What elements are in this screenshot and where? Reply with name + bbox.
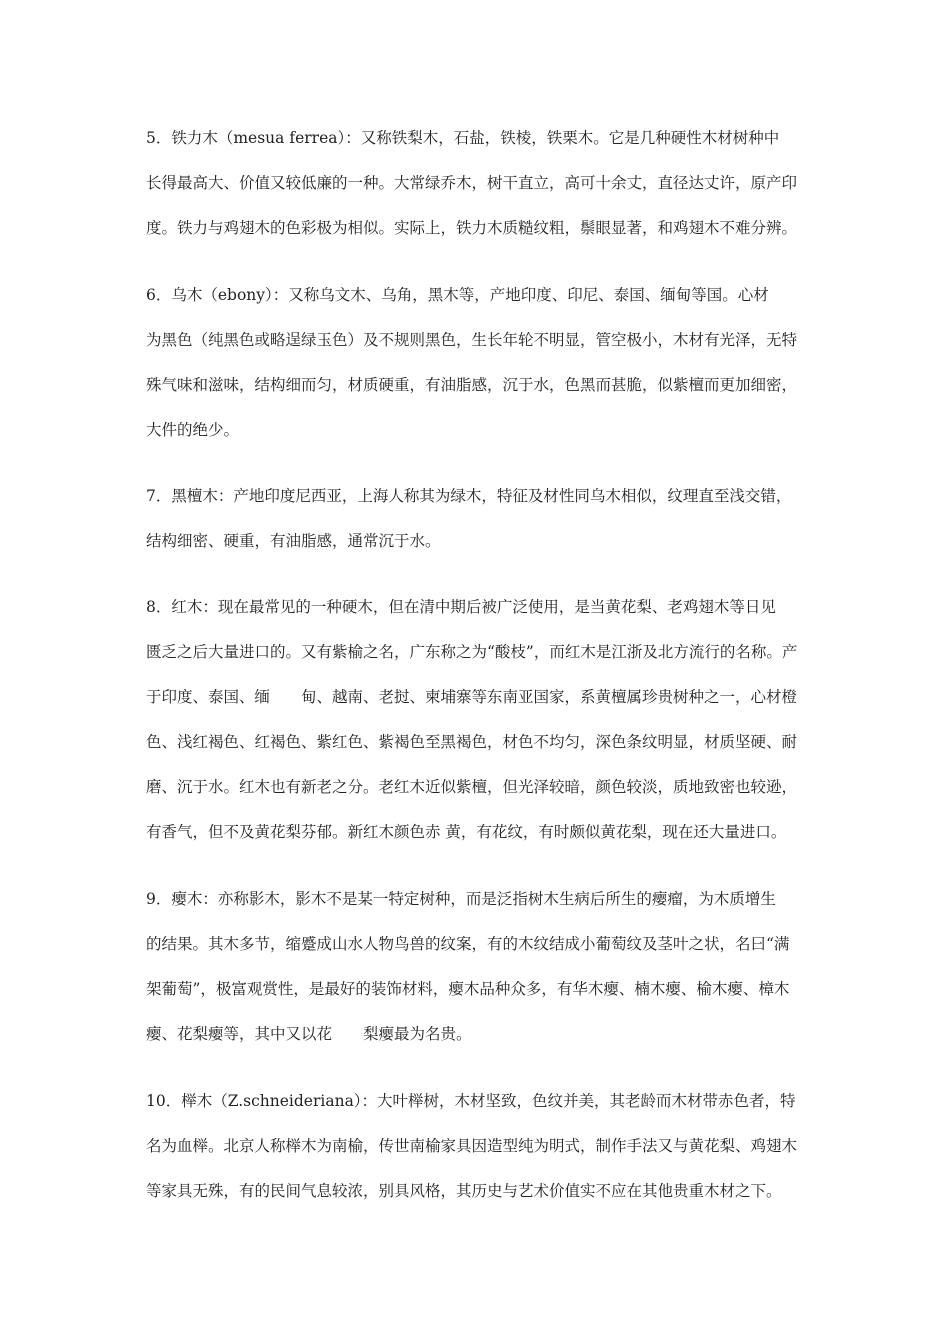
paragraph-hongmu	[146, 585, 810, 855]
text-line: 10．榉木（Z.schneideriana）：大叶榉树，木材坚致，色纹并美，其老龄而木材带赤色者，特	[146, 1092, 796, 1110]
text-line: 大件的绝少。	[146, 421, 240, 439]
text-line: 为黑色（纯黑色或略逞绿玉色）及不规则黑色，生长年轮不明显，管空极小，木材有光泽，无特	[146, 331, 798, 349]
text-line: 架葡萄”，极富观赏性，是最好的装饰材料，瘿木品种众多，有华木瘿、楠木瘿、榆木瘿、樟木	[146, 980, 790, 998]
text-line: 殊气味和滋味，结构细而匀，材质硬重，有油脂感，沉于水，色黑而甚脆，似紫檀而更加细密，	[146, 376, 798, 394]
text-line: 5．铁力木（mesua ferrea）：又称铁梨木，石盐，铁棱，铁栗木。它是几种硬性木材树种中	[146, 129, 780, 147]
paragraph-heitanmu	[146, 474, 810, 564]
text-line: 瘿、花梨瘿等，其中又以花 梨瘿最为名贵。	[146, 1025, 472, 1043]
paragraph-tielimu	[146, 116, 810, 251]
text-line: 9．瘿木：亦称影木，影木不是某一特定树种，而是泛指树木生病后所生的瘿瘤，为木质增生	[146, 890, 776, 908]
text-line: 长得最高大、价值又较低廉的一种。大常绿乔木，树干直立，高可十余丈，直径达丈许，原产印	[146, 174, 798, 192]
text-line: 等家具无殊，有的民间气息较浓，别具风格，其历史与艺术价值实不应在其他贵重木材之下。	[146, 1182, 782, 1200]
text-line: 度。铁力与鸡翅木的色彩极为相似。实际上，铁力木质糙纹粗，鬃眼显著，和鸡翅木不难分辨。	[146, 219, 798, 237]
paragraph-yingmu	[146, 877, 810, 1057]
paragraph-jumu	[146, 1079, 810, 1214]
text-line: 有香气，但不及黄花梨芬郁。新红木颜色赤 黄，有花纹，有时颇似黄花梨，现在还大量进口。	[146, 823, 787, 841]
text-line: 磨、沉于水。红木也有新老之分。老红木近似紫檀，但光泽较暗，颜色较淡，质地致密也较逊，	[146, 778, 798, 796]
text-line: 色、浅红褐色、红褐色、紫红色、紫褐色至黑褐色，材色不均匀，深色条纹明显，材质坚硬、耐	[146, 733, 798, 751]
text-line: 7．黑檀木：产地印度尼西亚，上海人称其为绿木，特征及材性同乌木相似，纹理直至浅交错，	[146, 487, 792, 505]
text-line: 结构细密、硬重，有油脂感，通常沉于水。	[146, 532, 441, 550]
text-line: 8．红木：现在最常见的一种硬木，但在清中期后被广泛使用，是当黄花梨、老鸡翅木等日见	[146, 598, 776, 616]
paragraph-wumu	[146, 273, 810, 453]
text-line: 名为血榉。北京人称榉木为南榆，传世南榆家具因造型纯为明式，制作手法又与黄花梨、鸡翅木	[146, 1137, 798, 1155]
text-line: 匮乏之后大量进口的。又有紫榆之名，广东称之为“酸枝”，而红木是江浙及北方流行的名称。产	[146, 643, 798, 661]
text-line: 6．乌木（ebony）：又称乌文木、乌角，黑木等，产地印度、印尼、泰国、缅甸等国。心材	[146, 286, 769, 304]
text-line: 于印度、泰国、缅 甸、越南、老挝、柬埔寨等东南亚国家，系黄檀属珍贵树种之一，心材橙	[146, 688, 798, 706]
text-line: 的结果。其木多节，缩蹙成山水人物鸟兽的纹案，有的木纹结成小葡萄纹及茎叶之状，名曰“满	[146, 935, 790, 953]
